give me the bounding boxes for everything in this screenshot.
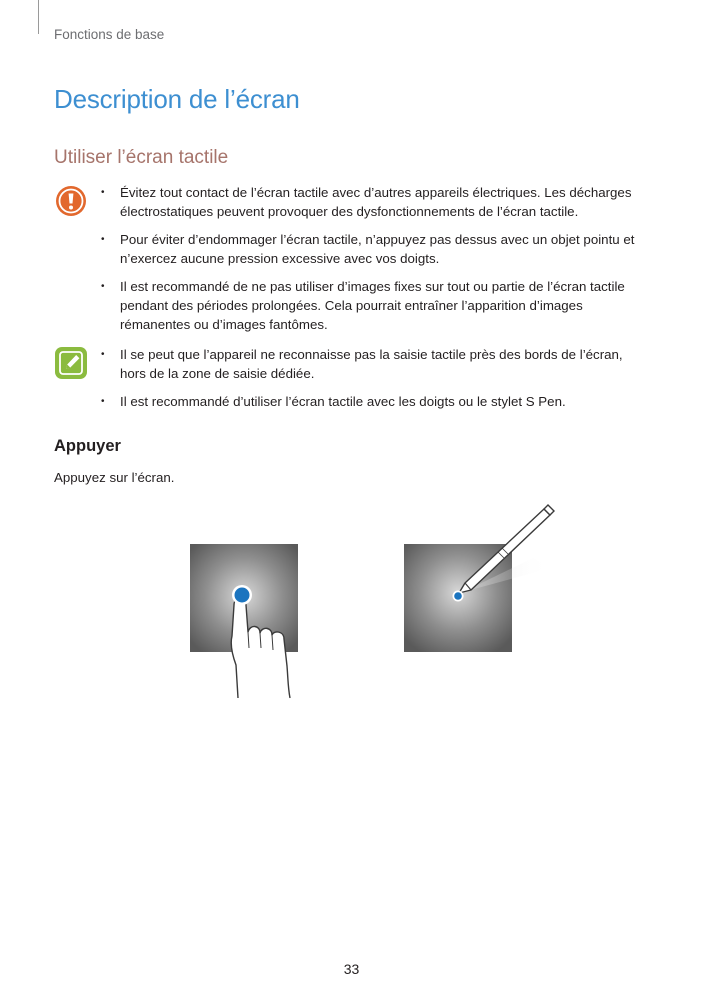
page-title: Description de l’écran [54, 84, 300, 114]
running-header: Fonctions de base [54, 27, 165, 42]
caution-item: • Il est recommandé de ne pas utiliser d’images fixes sur tout ou partie de l’écran tactile pendant des périodes prolongées. Cela pourrait entraîner l’apparition d’images rémanentes ou d’images fantômes. [116, 277, 646, 334]
body-text: Appuyez sur l’écran. [54, 470, 175, 485]
section-title: Utiliser l’écran tactile [54, 147, 229, 168]
info-list [116, 345, 646, 420]
subsection-title: Appuyer [54, 437, 121, 455]
spen-tap-illustration [403, 500, 568, 658]
finger-tap-illustration [188, 540, 313, 702]
caution-list [116, 183, 646, 343]
info-item: • Il se peut que l’appareil ne reconnaisse pas la saisie tactile près des bords de l’écran, hors de la zone de saisie dédiée. [116, 345, 646, 383]
touch-point-icon [454, 592, 462, 600]
info-item: • Il est recommandé d’utiliser l’écran tactile avec les doigts ou le stylet S Pen. [116, 392, 646, 411]
touch-point-icon [235, 588, 250, 603]
caution-item: • Évitez tout contact de l’écran tactile avec d’autres appareils électriques. Les décharges électrostatiques peuvent provoquer des dysfonctionnements de l’écran tactile. [116, 183, 646, 221]
header-rule [38, 0, 39, 34]
page-number: 33 [343, 961, 360, 977]
exclamation-warning-icon [54, 184, 88, 218]
caution-item: • Pour éviter d’endommager l’écran tactile, n’appuyez pas dessus avec un objet pointu et n’exercez aucune pression excessive avec vos doigts. [116, 230, 646, 268]
pencil-note-icon [54, 346, 88, 380]
